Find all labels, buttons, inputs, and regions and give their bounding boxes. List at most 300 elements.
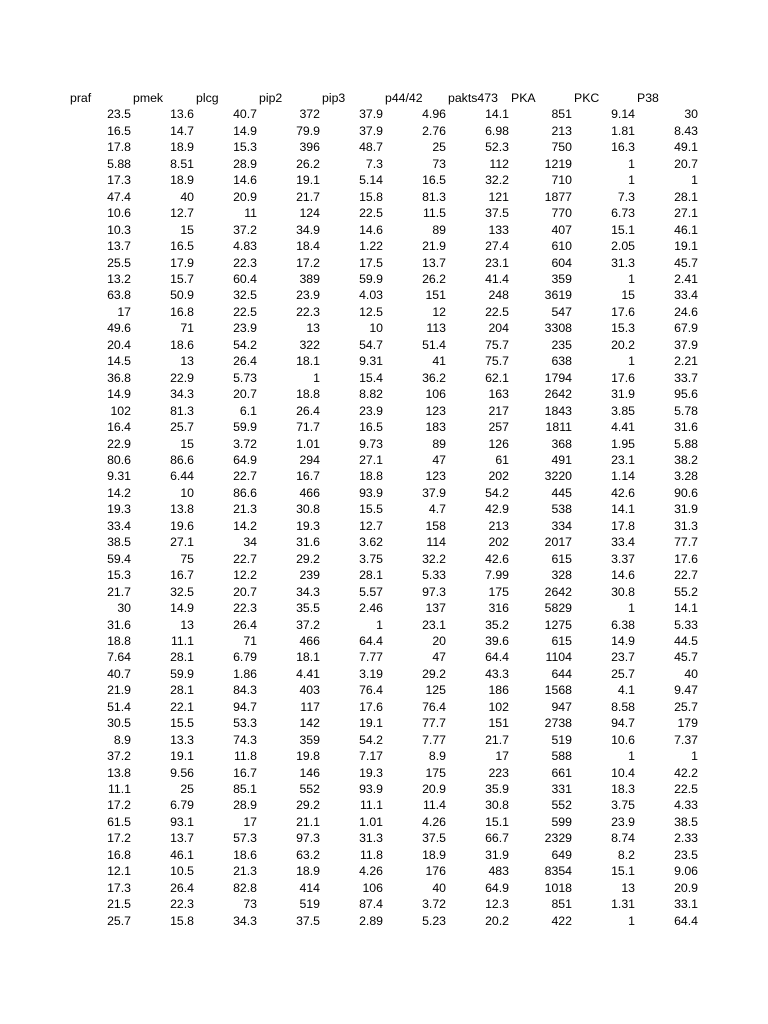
table-cell: 15.8 [359, 189, 383, 204]
data-table [69, 90, 699, 929]
table-cell: 1843 [544, 403, 572, 418]
table-row [69, 797, 699, 813]
table-row [69, 781, 699, 797]
table-cell: 15 [621, 288, 635, 303]
table-cell: 52.3 [485, 140, 509, 155]
table-cell: 22.7 [233, 469, 257, 484]
table-cell: 15 [180, 222, 194, 237]
table-cell: 76.4 [359, 683, 383, 698]
table-cell: 176 [425, 864, 446, 879]
table-cell: 552 [299, 782, 320, 797]
table-cell: 23.9 [359, 403, 383, 418]
table-cell: 121 [488, 189, 509, 204]
table-cell: 41.4 [485, 271, 509, 286]
table-row [69, 337, 699, 353]
table-cell: 11.4 [422, 798, 446, 813]
table-cell: 2.89 [359, 913, 383, 928]
table-row [69, 222, 699, 238]
table-cell: 37.5 [485, 206, 509, 221]
table-cell: 30.5 [107, 716, 131, 731]
table-cell: 46.1 [674, 222, 698, 237]
table-row [69, 765, 699, 781]
table-cell: 4.1 [617, 683, 635, 698]
table-cell: 17 [243, 814, 257, 829]
table-row [69, 238, 699, 254]
table-cell: 368 [551, 436, 572, 451]
table-cell: 59.9 [170, 666, 194, 681]
table-cell: 23.5 [107, 107, 131, 122]
table-cell: 179 [677, 716, 698, 731]
table-row [69, 370, 699, 386]
table-row [69, 436, 699, 452]
table-cell: 2329 [544, 831, 572, 846]
table-cell: 414 [299, 880, 320, 895]
table-cell: 45.7 [674, 255, 698, 270]
table-cell: 6.1 [239, 403, 257, 418]
table-cell: 17.2 [296, 255, 320, 270]
table-cell: 19.1 [296, 173, 320, 188]
table-cell: 1.22 [359, 239, 383, 254]
table-cell: 10.6 [107, 206, 131, 221]
table-cell: 16.8 [170, 304, 194, 319]
table-cell: 204 [488, 321, 509, 336]
table-cell: 13.2 [107, 271, 131, 286]
table-cell: 7.77 [359, 650, 383, 665]
table-cell: 10.6 [611, 732, 635, 747]
table-cell: 15.1 [485, 814, 509, 829]
table-cell: 22.5 [233, 304, 257, 319]
table-cell: 615 [551, 551, 572, 566]
table-cell: 11.1 [359, 798, 383, 813]
table-cell: 519 [299, 897, 320, 912]
table-cell: 1.86 [233, 666, 257, 681]
table-cell: 8.74 [611, 831, 635, 846]
table-cell: 1.14 [611, 469, 635, 484]
table-cell: 4.41 [296, 666, 320, 681]
table-cell: 14.9 [107, 387, 131, 402]
table-cell: 15.4 [359, 370, 383, 385]
table-cell: 316 [488, 601, 509, 616]
table-cell: 8354 [544, 864, 572, 879]
table-cell: 85.1 [233, 782, 257, 797]
table-cell: 49.6 [107, 321, 131, 336]
table-cell: 483 [488, 864, 509, 879]
table-cell: 36.2 [422, 370, 446, 385]
table-cell: 466 [299, 633, 320, 648]
table-cell: 71.7 [296, 420, 320, 435]
table-cell: 1 [628, 156, 635, 171]
column-header: P38 [637, 91, 659, 105]
table-cell: 126 [488, 436, 509, 451]
table-body [69, 106, 699, 929]
table-cell: 4.03 [359, 288, 383, 303]
table-cell: 89 [432, 436, 446, 451]
table-cell: 19.1 [674, 239, 698, 254]
table-cell: 21.9 [422, 239, 446, 254]
table-cell: 21.7 [296, 189, 320, 204]
table-cell: 28.9 [233, 798, 257, 813]
table-cell: 31.3 [359, 831, 383, 846]
table-row [69, 682, 699, 698]
table-cell: 14.9 [233, 123, 257, 138]
table-cell: 3.75 [611, 798, 635, 813]
table-cell: 372 [299, 107, 320, 122]
table-cell: 79.9 [296, 123, 320, 138]
table-cell: 40.7 [107, 666, 131, 681]
table-cell: 3220 [544, 469, 572, 484]
table-cell: 13.6 [170, 107, 194, 122]
table-cell: 94.7 [611, 716, 635, 731]
table-cell: 2.33 [674, 831, 698, 846]
table-cell: 1018 [544, 880, 572, 895]
table-cell: 235 [551, 337, 572, 352]
table-cell: 239 [299, 568, 320, 583]
table-cell: 23.9 [233, 321, 257, 336]
table-cell: 48.7 [359, 140, 383, 155]
table-cell: 42.2 [674, 765, 698, 780]
table-cell: 31.9 [674, 502, 698, 517]
table-row [69, 666, 699, 682]
table-cell: 15 [180, 436, 194, 451]
table-cell: 21.7 [485, 732, 509, 747]
table-cell: 20.9 [233, 189, 257, 204]
table-row [69, 748, 699, 764]
table-cell: 610 [551, 239, 572, 254]
table-cell: 1 [628, 749, 635, 764]
table-cell: 20.2 [485, 913, 509, 928]
table-cell: 51.4 [107, 699, 131, 714]
table-cell: 31.6 [674, 420, 698, 435]
table-cell: 18.6 [170, 337, 194, 352]
table-cell: 3.62 [359, 535, 383, 550]
table-cell: 6.98 [485, 123, 509, 138]
table-cell: 638 [551, 354, 572, 369]
table-cell: 31.9 [485, 847, 509, 862]
table-cell: 202 [488, 535, 509, 550]
column-header: PKA [511, 91, 536, 105]
header-row [69, 90, 699, 106]
table-cell: 73 [432, 156, 446, 171]
table-row [69, 534, 699, 550]
table-cell: 2642 [544, 584, 572, 599]
table-cell: 21.1 [296, 814, 320, 829]
table-cell: 84.3 [233, 683, 257, 698]
table-cell: 1 [628, 913, 635, 928]
table-cell: 26.4 [233, 617, 257, 632]
table-cell: 13 [306, 321, 320, 336]
table-cell: 16.8 [107, 847, 131, 862]
table-cell: 87.4 [359, 897, 383, 912]
table-cell: 54.2 [359, 732, 383, 747]
table-cell: 28.1 [170, 683, 194, 698]
table-cell: 19.1 [170, 749, 194, 764]
table-cell: 10.3 [107, 222, 131, 237]
table-cell: 33.4 [611, 535, 635, 550]
table-cell: 17.2 [107, 798, 131, 813]
table-cell: 19.3 [107, 502, 131, 517]
table-cell: 14.6 [233, 173, 257, 188]
table-cell: 22.5 [674, 782, 698, 797]
column-header: pmek [133, 91, 164, 105]
table-cell: 21.9 [107, 683, 131, 698]
table-cell: 38.2 [674, 452, 698, 467]
table-cell: 59.4 [107, 551, 131, 566]
table-cell: 1 [313, 370, 320, 385]
table-cell: 66.7 [485, 831, 509, 846]
table-cell: 95.6 [674, 387, 698, 402]
table-cell: 30.8 [485, 798, 509, 813]
table-cell: 588 [551, 749, 572, 764]
table-cell: 90.6 [674, 485, 698, 500]
table-cell: 151 [425, 288, 446, 303]
table-cell: 124 [299, 206, 320, 221]
table-cell: 5.88 [674, 436, 698, 451]
table-cell: 1877 [544, 189, 572, 204]
table-cell: 37.2 [233, 222, 257, 237]
table-cell: 37.9 [359, 107, 383, 122]
table-cell: 55.2 [674, 584, 698, 599]
table-cell: 2642 [544, 387, 572, 402]
table-cell: 106 [362, 880, 383, 895]
table-cell: 599 [551, 814, 572, 829]
table-cell: 163 [488, 387, 509, 402]
table-row [69, 320, 699, 336]
table-cell: 11 [244, 206, 257, 221]
table-cell: 4.33 [674, 798, 698, 813]
table-cell: 17.6 [611, 370, 635, 385]
table-row [69, 880, 699, 896]
table-cell: 16.5 [107, 123, 131, 138]
table-cell: 158 [425, 518, 446, 533]
table-cell: 3.72 [233, 436, 257, 451]
table-cell: 146 [299, 765, 320, 780]
table-cell: 710 [551, 173, 572, 188]
table-cell: 13.7 [107, 239, 131, 254]
table-cell: 15.1 [611, 222, 635, 237]
table-cell: 13.7 [422, 255, 446, 270]
table-cell: 31.3 [611, 255, 635, 270]
table-cell: 16.5 [359, 420, 383, 435]
table-cell: 2017 [544, 535, 572, 550]
table-cell: 41 [432, 354, 446, 369]
table-cell: 94.7 [233, 699, 257, 714]
table-cell: 20.2 [611, 337, 635, 352]
table-cell: 71 [243, 633, 257, 648]
table-cell: 17.3 [107, 173, 131, 188]
table-cell: 175 [425, 765, 446, 780]
table-cell: 2.21 [674, 354, 698, 369]
table-cell: 6.38 [611, 617, 635, 632]
table-cell: 9.31 [359, 354, 383, 369]
table-cell: 82.8 [233, 880, 257, 895]
table-cell: 30 [684, 107, 698, 122]
table-cell: 81.3 [170, 403, 194, 418]
table-cell: 8.82 [359, 387, 383, 402]
table-row [69, 468, 699, 484]
table-cell: 407 [551, 222, 572, 237]
table-cell: 20.4 [107, 337, 131, 352]
table-cell: 25.5 [107, 255, 131, 270]
table-row [69, 271, 699, 287]
table-cell: 11.1 [107, 782, 131, 797]
column-header: pip3 [322, 91, 346, 105]
table-cell: 9.47 [674, 683, 698, 698]
table-cell: 81.3 [422, 189, 446, 204]
table-cell: 23.9 [296, 288, 320, 303]
table-cell: 615 [551, 633, 572, 648]
column-header: p44/42 [385, 91, 423, 105]
table-cell: 10.4 [611, 765, 635, 780]
table-cell: 23.9 [611, 814, 635, 829]
table-cell: 7.3 [365, 156, 383, 171]
table-cell: 9.31 [107, 469, 131, 484]
table-cell: 16.7 [170, 568, 194, 583]
table-cell: 12.3 [485, 897, 509, 912]
table-cell: 40 [180, 189, 194, 204]
table-cell: 32.5 [170, 584, 194, 599]
table-cell: 33.7 [674, 370, 698, 385]
table-cell: 22.7 [674, 568, 698, 583]
table-cell: 21.3 [233, 502, 257, 517]
table-cell: 18.9 [170, 173, 194, 188]
table-cell: 2738 [544, 716, 572, 731]
table-cell: 1 [628, 173, 635, 188]
table-row [69, 123, 699, 139]
table-cell: 21.5 [107, 897, 131, 912]
table-cell: 73 [243, 897, 257, 912]
table-cell: 18.9 [170, 140, 194, 155]
table-cell: 13.3 [170, 732, 194, 747]
table-cell: 175 [488, 584, 509, 599]
table-cell: 18.8 [359, 469, 383, 484]
table-row [69, 649, 699, 665]
table-cell: 1.31 [611, 897, 635, 912]
table-cell: 5.14 [359, 173, 383, 188]
table-row [69, 715, 699, 731]
table-cell: 5.73 [233, 370, 257, 385]
table-cell: 7.77 [422, 732, 446, 747]
table-cell: 851 [551, 107, 572, 122]
table-cell: 125 [425, 683, 446, 698]
table-row [69, 419, 699, 435]
table-cell: 5829 [544, 601, 572, 616]
column-header: praf [70, 91, 92, 105]
table-cell: 19.3 [296, 518, 320, 533]
table-cell: 1 [376, 617, 383, 632]
table-cell: 14.6 [611, 568, 635, 583]
table-cell: 1275 [544, 617, 572, 632]
table-row [69, 567, 699, 583]
table-cell: 61.5 [107, 814, 131, 829]
table-cell: 331 [551, 782, 572, 797]
table-cell: 28.1 [674, 189, 698, 204]
table-cell: 547 [551, 304, 572, 319]
table-cell: 661 [551, 765, 572, 780]
table-cell: 3.75 [359, 551, 383, 566]
table-row [69, 205, 699, 221]
table-cell: 8.2 [617, 847, 635, 862]
table-cell: 63.2 [296, 847, 320, 862]
table-cell: 445 [551, 485, 572, 500]
table-cell: 13 [621, 880, 635, 895]
table-cell: 59.9 [233, 420, 257, 435]
table-cell: 21.3 [233, 864, 257, 879]
table-row [69, 699, 699, 715]
table-cell: 8.58 [611, 699, 635, 714]
table-cell: 22.3 [233, 601, 257, 616]
table-row [69, 830, 699, 846]
table-cell: 49.1 [674, 140, 698, 155]
table-cell: 33.4 [674, 288, 698, 303]
table-cell: 403 [299, 683, 320, 698]
table-cell: 64.4 [359, 633, 383, 648]
table-cell: 2.76 [422, 123, 446, 138]
table-cell: 26.4 [233, 354, 257, 369]
table-row [69, 863, 699, 879]
table-cell: 23.1 [422, 617, 446, 632]
table-cell: 248 [488, 288, 509, 303]
table-cell: 18.9 [422, 847, 446, 862]
table-cell: 44.5 [674, 633, 698, 648]
table-cell: 15.8 [170, 913, 194, 928]
table-cell: 322 [299, 337, 320, 352]
table-cell: 29.2 [422, 666, 446, 681]
table-row [69, 139, 699, 155]
table-cell: 1.95 [611, 436, 635, 451]
table-cell: 11.1 [170, 633, 194, 648]
table-cell: 22.7 [233, 551, 257, 566]
table-cell: 13 [180, 354, 194, 369]
table-cell: 5.57 [359, 584, 383, 599]
table-cell: 93.1 [170, 814, 194, 829]
table-cell: 1 [628, 354, 635, 369]
table-cell: 64.4 [485, 650, 509, 665]
table-cell: 42.6 [611, 485, 635, 500]
table-cell: 33.4 [107, 518, 131, 533]
table-cell: 1 [628, 601, 635, 616]
table-row [69, 633, 699, 649]
table-cell: 43.3 [485, 666, 509, 681]
table-cell: 28.9 [233, 156, 257, 171]
table-cell: 22.3 [170, 897, 194, 912]
table-row [69, 172, 699, 188]
table-cell: 12.7 [359, 518, 383, 533]
table-cell: 770 [551, 206, 572, 221]
table-cell: 18.1 [296, 354, 320, 369]
table-cell: 552 [551, 798, 572, 813]
table-cell: 27.1 [359, 452, 383, 467]
table-cell: 123 [425, 469, 446, 484]
table-cell: 17.5 [359, 255, 383, 270]
table-cell: 19.3 [359, 765, 383, 780]
table-cell: 4.7 [428, 502, 446, 517]
table-cell: 1 [691, 749, 698, 764]
table-cell: 257 [488, 420, 509, 435]
table-cell: 18.4 [296, 239, 320, 254]
table-cell: 18.9 [296, 864, 320, 879]
table-cell: 133 [488, 222, 509, 237]
table-cell: 466 [299, 485, 320, 500]
table-cell: 37.9 [359, 123, 383, 138]
table-cell: 20.7 [674, 156, 698, 171]
table-cell: 7.99 [485, 568, 509, 583]
table-cell: 8.9 [113, 732, 131, 747]
table-cell: 12.2 [233, 568, 257, 583]
table-cell: 851 [551, 897, 572, 912]
table-cell: 4.26 [359, 864, 383, 879]
table-cell: 750 [551, 140, 572, 155]
table-cell: 75 [180, 551, 194, 566]
